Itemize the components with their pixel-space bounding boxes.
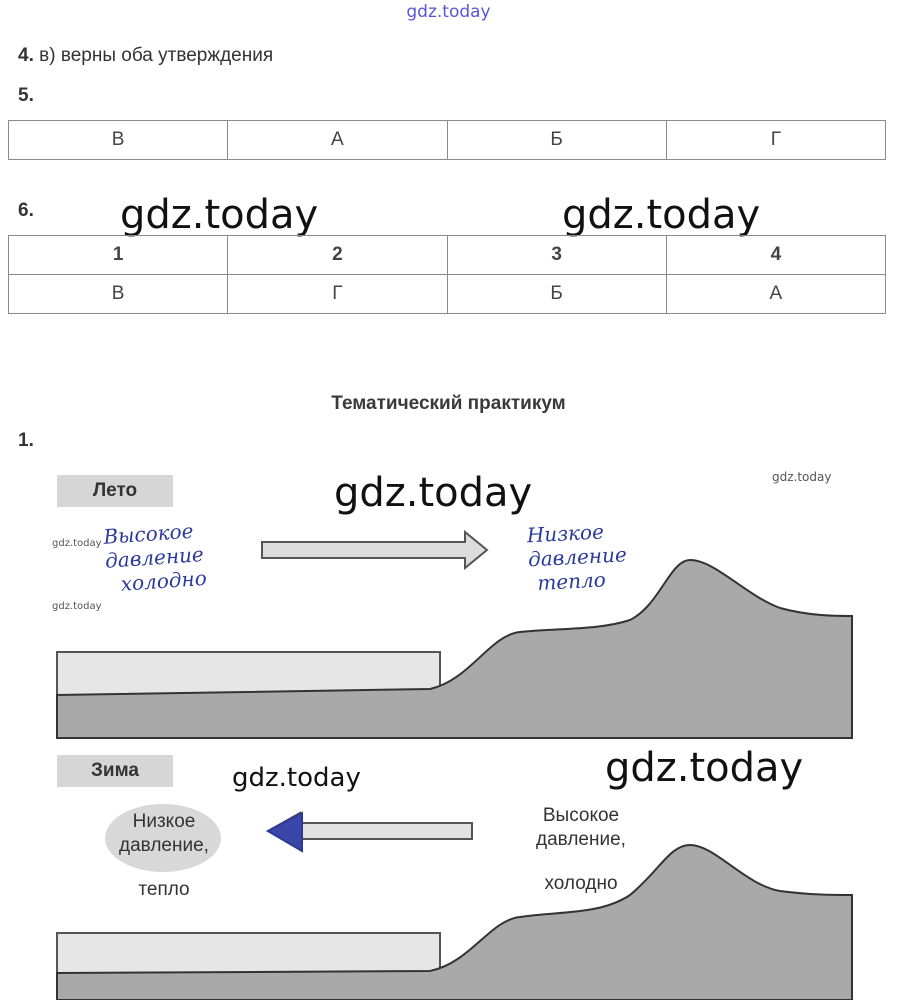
summer-land-label: Высокое давление холодно <box>102 518 208 596</box>
question-6-number: 6. <box>18 200 34 221</box>
watermark: gdz.today <box>120 192 319 238</box>
watermark: gdz.today <box>232 763 361 793</box>
question-5-number: 5. <box>18 85 34 106</box>
table-cell: В <box>9 275 228 314</box>
table-cell: Б <box>447 275 666 314</box>
table-header-cell: 1 <box>9 236 228 275</box>
watermark: gdz.today <box>334 470 533 516</box>
table-header-cell: 2 <box>228 236 447 275</box>
table-cell: Б <box>447 121 666 160</box>
watermark: gdz.today <box>605 745 804 791</box>
watermark: gdz.today <box>52 538 102 549</box>
winter-sea-label: Низкое давление, тепло <box>119 811 209 900</box>
answer-table-6 <box>8 235 886 314</box>
question-4 <box>18 45 273 67</box>
season-label-winter: Зима <box>57 755 173 787</box>
table-header-cell: 3 <box>447 236 666 275</box>
table-row <box>9 121 886 160</box>
table-header-cell: 4 <box>666 236 885 275</box>
table-cell: Г <box>228 275 447 314</box>
wind-arrow-head <box>268 813 302 851</box>
season-label-summer: Лето <box>57 475 173 507</box>
watermark: gdz.today <box>562 192 761 238</box>
question-4-number: 4. <box>18 45 34 66</box>
table-row <box>9 236 886 275</box>
table-row <box>9 275 886 314</box>
table-cell: А <box>228 121 447 160</box>
answer-table-5 <box>8 120 886 160</box>
watermark: gdz.today <box>772 470 832 484</box>
winter-land-label: Высокое давление, холодно <box>536 805 626 894</box>
section-heading: Тематический практикум <box>331 393 566 414</box>
practicum-task-number: 1. <box>18 430 34 451</box>
wind-arrow <box>262 532 487 568</box>
table-cell: Г <box>666 121 885 160</box>
watermark-top: gdz.today <box>406 2 491 22</box>
watermark: gdz.today <box>52 601 102 612</box>
table-cell: А <box>666 275 885 314</box>
question-4-answer: в) верны оба утверждения <box>39 45 274 66</box>
summer-sea-label: Низкое давление тепло <box>526 519 628 595</box>
table-cell: В <box>9 121 228 160</box>
